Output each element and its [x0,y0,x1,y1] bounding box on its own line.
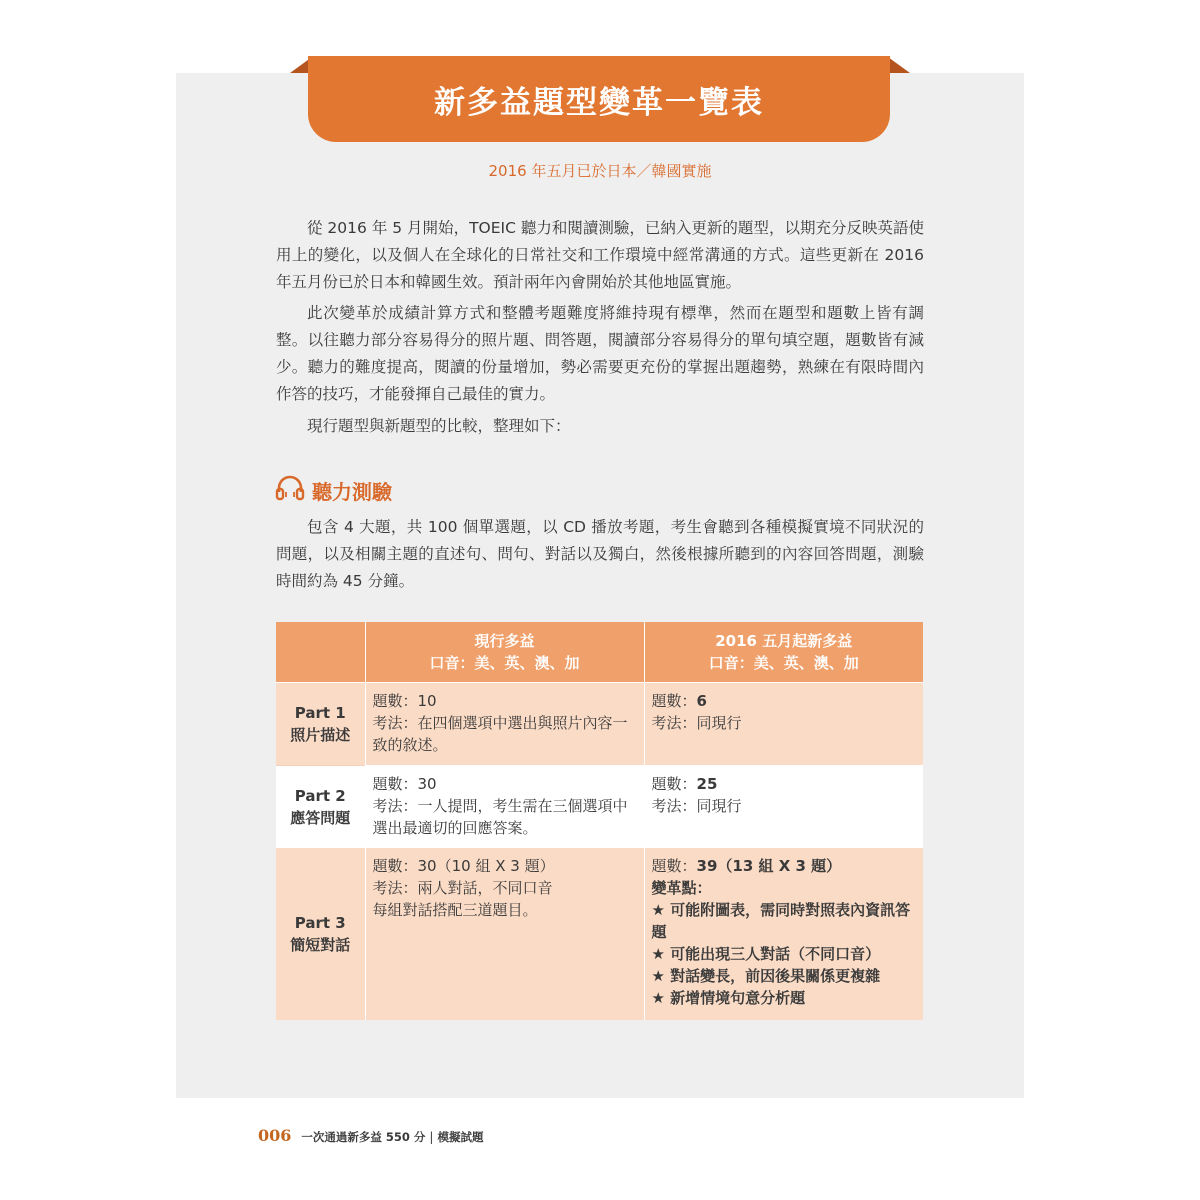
current-cell: 題數：30 考法：一人提問，考生需在三個選項中選出最適切的回應答案。 [365,766,644,848]
header-new: 2016 五月起新多益 口音：美、英、澳、加 [644,622,923,683]
table-header-row [276,622,923,683]
section-intro: 包含 4 大題，共 100 個單選題，以 CD 播放考題，考生會聽到各種模擬實境不同狀況的問題，以及相關主題的直述句、問句、對話以及獨白，然後根據所聽到的內容回答問題，測驗時間約為 45 分鐘。 [276,518,924,590]
header-blank [276,622,365,683]
section-title: 聽力測驗 [312,479,392,504]
title-banner [308,56,890,142]
table-row [276,683,923,766]
footer-separator: | [429,1130,434,1144]
page-title: 新多益題型變革一覽表 [434,84,764,121]
page-footer [258,1126,483,1145]
ribbon-fold-right [888,57,910,73]
intro-paragraph-2: 此次變革於成績計算方式和整體考題難度將維持現有標準，然而在題型和題數上皆有調整。以往聽力部分容易得分的照片題、問答題，閱讀部分容易得分的單句填空題，題數皆有減少。聽力的難度提高，閱讀的份量增加，勢必需要更充份的掌握出題趨勢，熟練在有限時間內作答的技巧，才能發揮自己最佳的實力。 [276,304,924,403]
intro-paragraph-3: 現行題型與新題型的比較，整理如下： [307,417,571,435]
change-item: ★ 可能附圖表，需同時對照表內資訊答題 [651,901,911,941]
current-cell: 題數：30（10 組 X 3 題） 考法：兩人對話，不同口音 每組對話搭配三道題目。 [365,848,644,1020]
headphones-icon [274,475,306,505]
new-cell: 題數：25 考法：同現行 [644,766,923,848]
new-cell: 題數：39（13 組 X 3 題） 變革點： ★ 可能附圖表，需同時對照表內資訊答題 ★ 可能出現三人對話（不同口音） ★ 對話變長，前因後果關係更複雜 ★ 新增情境句意分析題 [644,848,923,1020]
book-title: 一次通過新多益 550 分 [301,1130,426,1144]
change-item: ★ 可能出現三人對話（不同口音） [651,945,881,963]
intro-paragraph-1: 從 2016 年 5 月開始，TOEIC 聽力和閱讀測驗，已納入更新的題型，以期充分反映英語使用上的變化，以及個人在全球化的日常社交和工作環境中經常溝通的方式。這些更新在 2016 年五月份已於日本和韓國生效。預計兩年內會開始於其他地區實施。 [276,219,924,291]
part-label: Part 1 照片描述 [276,683,365,766]
page-number: 006 [258,1126,292,1145]
table-row [276,766,923,848]
part-label: Part 2 應答問題 [276,766,365,848]
comparison-table [276,622,923,1020]
part-label: Part 3 簡短對話 [276,848,365,1020]
header-current: 現行多益 口音：美、英、澳、加 [365,622,644,683]
change-item: ★ 新增情境句意分析題 [651,989,806,1007]
page-subtitle: 2016 年五月已於日本／韓國實施 [488,162,712,180]
section-heading [274,475,392,505]
new-cell: 題數：6 考法：同現行 [644,683,923,766]
current-cell: 題數：10 考法：在四個選項中選出與照片內容一致的敘述。 [365,683,644,766]
footer-section: 模擬試題 [437,1130,484,1144]
table-row [276,848,923,1020]
change-item: ★ 對話變長，前因後果關係更複雜 [651,967,881,985]
